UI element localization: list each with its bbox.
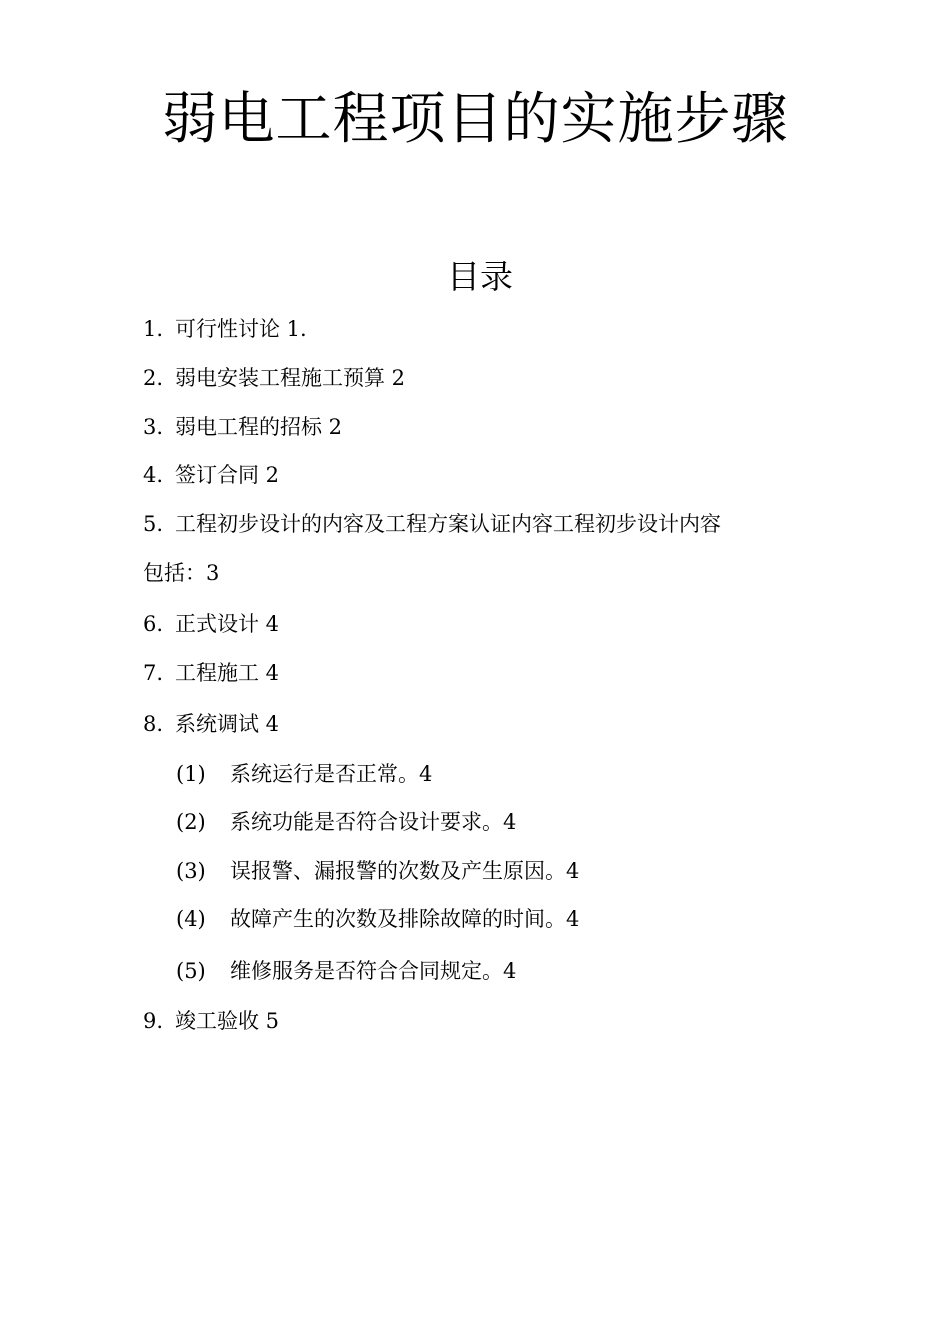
toc-subitem: [176, 856, 579, 886]
toc-item-text: 正式设计 4: [175, 612, 280, 636]
toc-item-number: 1.: [143, 317, 164, 341]
toc-subitem-text: 维修服务是否符合合同规定。4: [230, 959, 517, 983]
toc-item-text: 工程施工 4: [175, 661, 280, 685]
document-title: 弱电工程项目的实施步骤: [161, 87, 789, 152]
toc-subitem-number: (5): [176, 959, 206, 983]
toc-subitem-number: (2): [176, 810, 206, 834]
toc-item: [143, 314, 307, 344]
toc-item-text: 签订合同 2: [175, 463, 280, 487]
toc-item-text: 系统调试 4: [175, 712, 280, 736]
toc-subitem-text: 误报警、漏报警的次数及产生原因。4: [230, 859, 580, 883]
toc-item: [143, 363, 405, 393]
toc-item-text: 可行性讨论 1.: [175, 317, 307, 341]
toc-subitem: [176, 759, 432, 789]
toc-subitem: [176, 904, 579, 934]
toc-item-text: 工程初步设计的内容及工程方案认证内容工程初步设计内容: [175, 512, 721, 536]
toc-item-number: 8.: [143, 712, 164, 736]
toc-item: [143, 658, 279, 688]
toc-item-number: 4.: [143, 463, 164, 487]
toc-item: [143, 609, 279, 639]
toc-subitem-number: (1): [176, 762, 206, 786]
toc-item: [143, 412, 342, 442]
toc-item-text: 弱电安装工程施工预算 2: [175, 366, 406, 390]
toc-subitem-text: 系统运行是否正常。4: [230, 762, 433, 786]
toc-heading: 目录: [447, 257, 513, 296]
toc-item: [143, 460, 279, 490]
toc-item: [143, 709, 279, 739]
toc-item-number: 7.: [143, 661, 164, 685]
toc-item-continuation: 包括：3: [143, 561, 220, 585]
toc-subitem: [176, 807, 516, 837]
toc-subitem: [176, 956, 516, 986]
toc-item-number: 5.: [143, 512, 164, 536]
toc-subitem-text: 故障产生的次数及排除故障的时间。4: [230, 907, 580, 931]
toc-item-number: 2.: [143, 366, 164, 390]
toc-subitem-text: 系统功能是否符合设计要求。4: [230, 810, 517, 834]
toc-item: [143, 509, 721, 539]
toc-item: [143, 1006, 279, 1036]
toc-subitem-number: (3): [176, 859, 206, 883]
toc-subitem-number: (4): [176, 907, 206, 931]
toc-item-text: 弱电工程的招标 2: [175, 415, 343, 439]
toc-item-number: 9.: [143, 1009, 164, 1033]
toc-item-text: 竣工验收 5: [175, 1009, 280, 1033]
toc-item-number: 3.: [143, 415, 164, 439]
toc-item-number: 6.: [143, 612, 164, 636]
